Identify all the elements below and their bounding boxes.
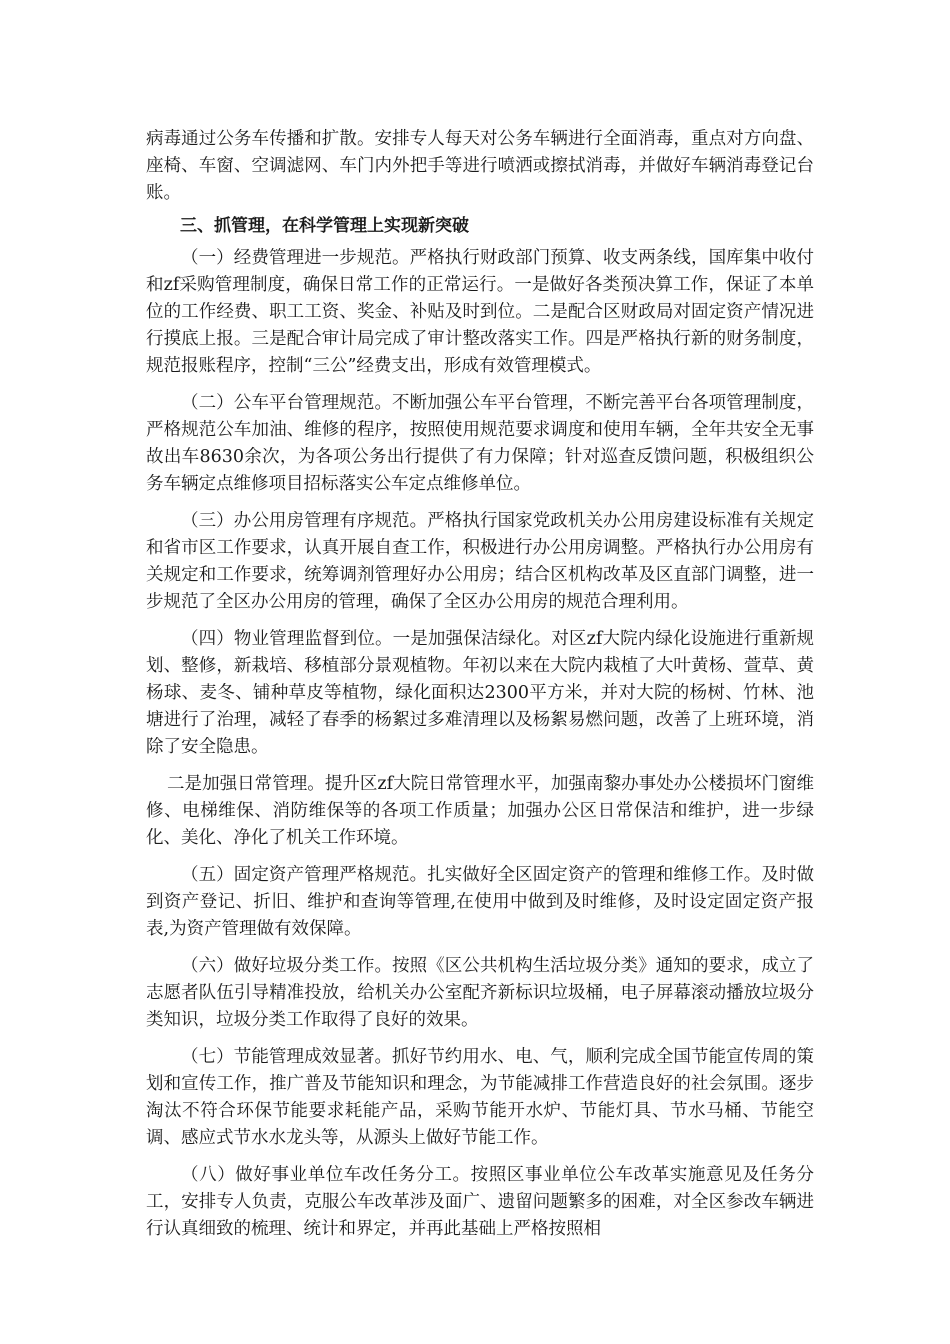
paragraph-garbage-sorting: （六）做好垃圾分类工作。按照《区公共机构生活垃圾分类》通知的要求，成立了志愿者队伍引导精准投放，给机关办公室配齐新标识垃圾桶，电子屏幕滚动播放垃圾分类知识，垃圾分类工作取得了良好的效果。: [146, 956, 814, 1030]
paragraph-funding-management: （一）经费管理进一步规范。严格执行财政部门预算、收支两条线，国库集中收付和zf采购管理制度，确保日常工作的正常运行。一是做好各类预决算工作，保证了本单位的工作经费、职工工资、奖金、补贴及时到位。二是配合区财政局对固定资产情况进行摸底上报。三是配合审计局完成了审计整改落实工作。四是严格执行新的财务制度，规范报账程序，控制“三公”经费支出，形成有效管理模式。: [146, 248, 814, 376]
paragraph-energy-saving: （七）节能管理成效显著。抓好节约用水、电、气，顺利完成全国节能宣传周的策划和宣传工作，推广普及节能知识和理念，为节能减排工作营造良好的社会氛围。逐步淘汰不符合环保节能要求耗能产品，采购节能开水炉、节能灯具、节水马桶、节能空调、感应式节水水龙头等，从源头上做好节能工作。: [146, 1047, 814, 1148]
section-heading: 三、抓管理，在科学管理上实现新突破: [180, 216, 469, 236]
continuation-paragraph: 病毒通过公务车传播和扩散。安排专人每天对公务车辆进行全面消毒，重点对方向盘、座椅、车窗、空调滤网、车门内外把手等进行喷洒或擦拭消毒，并做好车辆消毒登记台账。: [146, 129, 814, 203]
document-body: [146, 126, 814, 1253]
paragraph-daily-management: 二是加强日常管理。提升区zf大院日常管理水平，加强南黎办事处办公楼损坏门窗维修、电梯维保、消防维保等的各项工作质量；加强办公区日常保洁和维护，进一步绿化、美化、净化了机关工作环境。: [146, 774, 814, 848]
paragraph-vehicle-platform: （二）公车平台管理规范。不断加强公车平台管理，不断完善平台各项管理制度，严格规范公车加油、维修的程序，按照使用规范要求调度和使用车辆，全年共安全无事故出车8630余次，为各项公务出行提供了有力保障；针对巡查反馈问题，积极组织公务车辆定点维修项目招标落实公车定点维修单位。: [146, 393, 814, 494]
paragraph-office-housing: （三）办公用房管理有序规范。严格执行国家党政机关办公用房建设标准有关规定和省市区工作要求，认真开展自查工作，积极进行办公用房调整。严格执行办公用房有关规定和工作要求，统筹调剂管理好办公用房；结合区机构改革及区直部门调整，进一步规范了全区办公用房的管理，确保了全区办公用房的规范合理利用。: [146, 511, 814, 612]
paragraph-property-management: （四）物业管理监督到位。一是加强保洁绿化。对区zf大院内绿化设施进行重新规划、整修，新栽培、移植部分景观植物。年初以来在大院内栽植了大叶黄杨、萱草、黄杨球、麦冬、铺种草皮等植物，绿化面积达2300平方米，并对大院的杨树、竹林、池塘进行了治理，减轻了春季的杨絮过多难清理以及杨絮易燃问题，改善了上班环境，消除了安全隐患。: [146, 629, 814, 757]
paragraph-fixed-assets: （五）固定资产管理严格规范。扎实做好全区固定资产的管理和维修工作。及时做到资产登记、折旧、维护和查询等管理,在使用中做到及时维修，及时设定固定资产报表,为资产管理做有效保障。: [146, 865, 814, 939]
paragraph-vehicle-reform: （八）做好事业单位车改任务分工。按照区事业单位公车改革实施意见及任务分工，安排专人负责，克服公车改革涉及面广、遗留问题繁多的困难，对全区参改车辆进行认真细致的梳理、统计和界定，并再此基础上严格按照相: [146, 1165, 814, 1239]
